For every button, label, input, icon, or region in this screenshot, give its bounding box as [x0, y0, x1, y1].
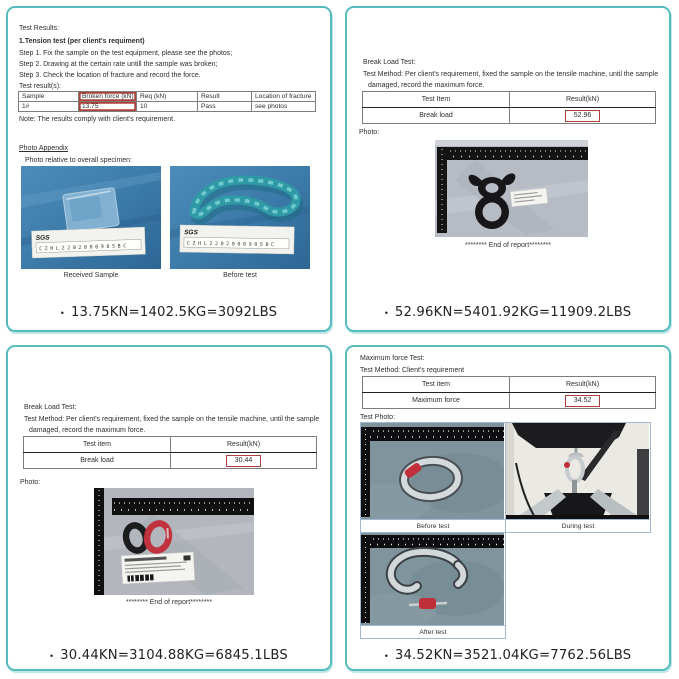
sgs-label — [32, 227, 146, 258]
th-sample: Sample — [19, 92, 79, 102]
maxforce-photo-label: Test Photo: — [360, 414, 396, 421]
sgs-label — [180, 225, 294, 254]
carabiners-photo — [94, 488, 254, 595]
th-test-item: Test Item — [363, 92, 510, 108]
tension-summary — [8, 305, 330, 320]
panel-tension-test — [6, 6, 332, 332]
break-top-table — [362, 91, 656, 124]
bullet-icon: • — [50, 650, 54, 661]
tension-step-1: Step 1. Fix the sample on the test equipment, please see the photos; — [19, 50, 233, 57]
break-bottom-value: 30.44 — [226, 455, 262, 467]
rope-before-test-photo — [170, 166, 310, 269]
svg-text:SGS: SGS — [35, 234, 50, 242]
th-result: Result — [198, 92, 252, 102]
received-sample-illustration — [21, 166, 161, 269]
rope-illustration — [170, 166, 310, 269]
caption-during-test: During test — [506, 520, 651, 533]
th-test-item: Test item — [24, 437, 171, 453]
break-bottom-summary-text: 30.44KN=3104.88KG=6845.1LBS — [60, 648, 288, 663]
maxforce-summary — [347, 648, 669, 663]
td-location: see photos — [252, 102, 316, 112]
after-test-photo-cell — [361, 533, 506, 626]
spec-label — [121, 552, 194, 584]
td-break-value-cell — [510, 108, 656, 124]
maxforce-summary-text: 34.52KN=3521.04KG=7762.56LBS — [394, 648, 632, 663]
break-top-method-1: Test Method: Per client's requirement, fixed the sample on the tensile machine, until the sample — [363, 71, 659, 78]
th-location: Location of fracture — [252, 92, 316, 102]
th-broken-force: Broken force (kN) — [79, 92, 137, 102]
td-result: Pass — [198, 102, 252, 112]
th-req: Req (kN) — [137, 92, 198, 102]
maxforce-method: Test Method: Client's requirement — [360, 367, 465, 374]
empty-grid-cell — [506, 626, 651, 639]
td-maximum-force: Maximum force — [363, 393, 510, 409]
during-test-photo-cell — [506, 423, 651, 520]
photo2-caption: Before test — [223, 272, 257, 279]
caption-after-test: After test — [361, 626, 506, 639]
tension-step-3: Step 3. Check the location of fracture and record the force. — [19, 72, 201, 79]
th-result-kn: Result(kN) — [510, 377, 656, 393]
bullet-icon: • — [384, 307, 388, 318]
break-bottom-table — [23, 436, 317, 469]
before-test-photo-cell — [361, 423, 506, 520]
th-result-kn: Result(kN) — [171, 437, 317, 453]
td-max-value-cell — [510, 393, 656, 409]
th-test-item: Test item — [363, 377, 510, 393]
photo-appendix-title: Photo Appendix — [19, 145, 69, 152]
td-break-load: Break load — [363, 108, 510, 124]
bullet-icon: • — [60, 307, 64, 318]
tension-summary-text: 13.75KN=1402.5KG=3092LBS — [70, 305, 278, 320]
break-top-end-caption: ******** End of report******** — [465, 242, 551, 249]
break-top-photo-label: Photo: — [359, 129, 380, 136]
carabiners-illustration — [94, 488, 254, 595]
bullet-icon: • — [384, 650, 388, 661]
break-top-summary — [347, 305, 669, 320]
break-bottom-method-2: damaged, record the maximum force. — [29, 427, 146, 434]
tension-note: Note: The results comply with client's requirement. — [19, 116, 176, 123]
break-bottom-title: Break Load Test: — [24, 404, 77, 411]
panel-maximum-force — [345, 345, 671, 671]
break-top-title: Break Load Test: — [363, 59, 416, 66]
plastic-bag-icon — [63, 188, 120, 233]
tension-results-table — [18, 91, 316, 112]
svg-text:CZHL2202000905BC: CZHL2202000905BC — [186, 240, 277, 249]
maxforce-table — [362, 376, 656, 409]
svg-text:SGS: SGS — [184, 229, 198, 237]
td-sample: 1# — [19, 102, 79, 112]
break-top-value: 52.96 — [565, 110, 601, 122]
td-broken-force: 13.75 — [79, 102, 137, 112]
maxforce-photo-grid — [360, 422, 651, 639]
during-test-illustration — [506, 423, 649, 519]
break-bottom-method-1: Test Method: Per client's requirement, fixed the sample on the tensile machine, until the sample — [24, 416, 320, 423]
break-bottom-end-caption: ******** End of report******** — [126, 599, 212, 606]
tension-title: Test Results: — [19, 25, 60, 32]
maxforce-title: Maximum force Test: — [360, 355, 425, 362]
td-break-value-cell — [171, 453, 317, 469]
caption-before-test: Before test — [361, 520, 506, 533]
th-result-kn: Result(kN) — [510, 92, 656, 108]
break-bottom-photo-label: Photo: — [20, 479, 41, 486]
break-top-method-2: damaged, record the maximum force. — [368, 82, 485, 89]
empty-grid-cell — [506, 533, 651, 626]
svg-text:CZHL2202000905BC: CZHL2202000905BC — [39, 243, 129, 253]
td-req: 10 — [137, 102, 198, 112]
break-top-summary-text: 52.96KN=5401.92KG=11909.2LBS — [394, 305, 632, 320]
panel-break-load-bottom — [6, 345, 332, 671]
break-bottom-summary — [8, 648, 330, 663]
tension-results-label: Test result(s): — [19, 83, 62, 90]
panel-break-load-top — [345, 6, 671, 332]
figure8-descender-photo — [435, 140, 588, 237]
tension-step-2: Step 2. Drawing at the certain rate untill the sample was broken; — [19, 61, 218, 68]
figure8-illustration — [435, 140, 588, 237]
received-sample-photo — [21, 166, 161, 269]
quicklink-after-illustration — [361, 533, 504, 625]
photo-intro: Photo relative to overall specimen: — [25, 157, 132, 164]
td-break-load: Break load — [24, 453, 171, 469]
maxforce-value: 34.52 — [565, 395, 601, 407]
quicklink-before-illustration — [361, 423, 504, 519]
tension-subtitle: 1.Tension test (per client's requiment) — [19, 38, 145, 45]
photo1-caption: Received Sample — [63, 272, 119, 279]
